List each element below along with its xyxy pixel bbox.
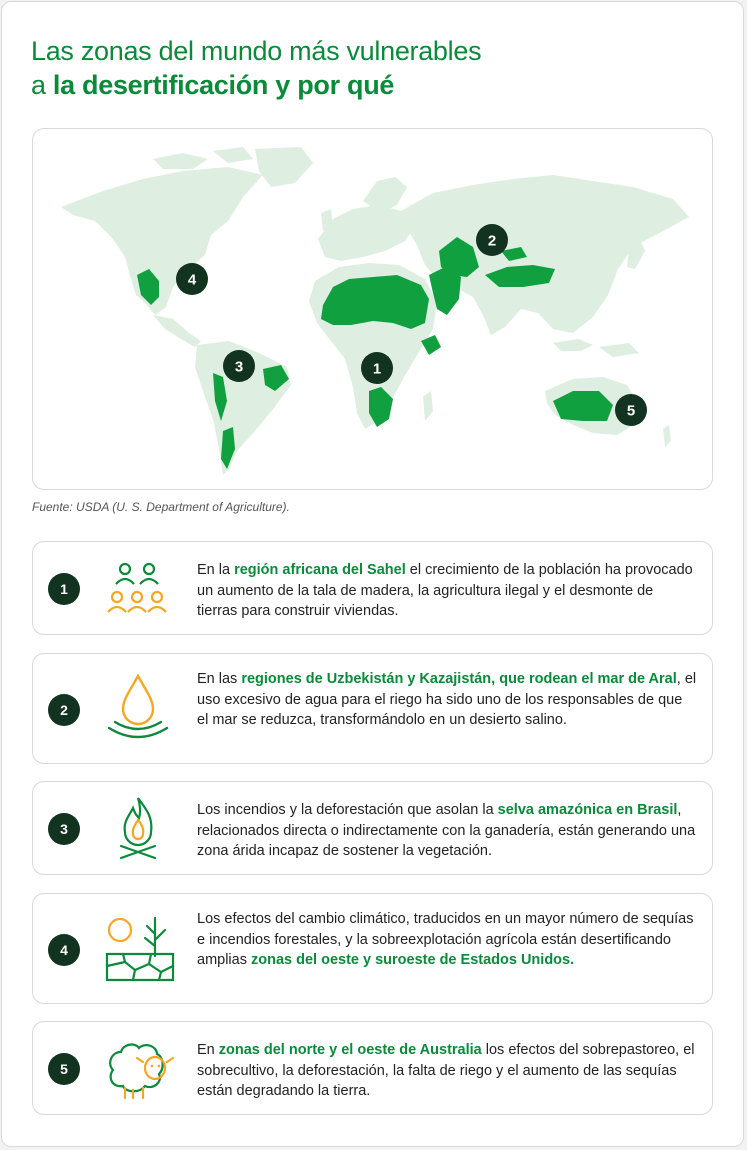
- description-text: el crecimiento de la población ha provocado un aumento de la tala de madera, la agricultura ilegal y el desmonte de tierras para construir viviendas.: [197, 562, 693, 619]
- title-line-1: Las zonas del mundo más vulnerables: [31, 36, 482, 66]
- description-text: , relacionados directa o indirectamente con la ganadería, están generando una zona árida incapaz de sostener la vegetación.: [197, 802, 696, 859]
- description-text: En la: [197, 562, 235, 578]
- map-marker-5: [615, 394, 647, 426]
- zone-card-1: [32, 541, 713, 635]
- zone-description: [197, 560, 697, 622]
- zone-card-5: [32, 1021, 713, 1115]
- description-text: , el uso excesivo de agua para el riego ha sido uno de los responsables de que el mar se reduzca, transformándolo en un desierto salino.: [197, 671, 697, 728]
- highlighted-region: selva amazónica en Brasil: [497, 802, 678, 818]
- title-prefix: a: [31, 70, 53, 100]
- sheep-icon: [105, 1038, 171, 1104]
- highlighted-region: zonas del oeste y suroeste de Estados Unidos.: [251, 952, 575, 968]
- map-marker-3-label: 3: [234, 358, 244, 376]
- description-text: En las: [197, 671, 242, 687]
- page-title: [31, 34, 691, 102]
- zone-card-4: [32, 893, 713, 1004]
- zone-number-badge: 1: [48, 573, 80, 605]
- zone-number-badge: 3: [48, 813, 80, 845]
- description-text: En: [197, 1042, 219, 1058]
- zone-number-badge: 2: [48, 694, 80, 726]
- map-marker-1-label: 1: [372, 360, 382, 378]
- description-text: los efectos del sobrepastoreo, el sobrecultivo, la deforestación, la falta de riego y el aumento de las sequías están degradando la tierra.: [197, 1042, 695, 1099]
- drought-icon: [105, 914, 171, 980]
- zone-card-3: [32, 781, 713, 875]
- zone-number-badge: 5: [48, 1053, 80, 1085]
- world-map-graphic: [33, 129, 713, 490]
- zone-card-2: [32, 653, 713, 764]
- highlighted-region: región africana del Sahel: [234, 562, 406, 578]
- water-drop-icon: [105, 672, 171, 738]
- people-group-icon: [105, 556, 171, 622]
- map-marker-4-label: 4: [187, 271, 197, 289]
- map-marker-2: [476, 224, 508, 256]
- map-marker-4: [176, 263, 208, 295]
- map-marker-3: [223, 350, 255, 382]
- campfire-icon: [105, 794, 171, 860]
- highlighted-region: regiones de Uzbekistán y Kazajistán, que rodean el mar de Aral: [241, 671, 677, 687]
- zone-description: [197, 800, 697, 862]
- zone-description: [197, 1040, 697, 1102]
- map-marker-5-label: 5: [626, 402, 636, 420]
- description-text: Los efectos del cambio climático, traducidos en un mayor número de sequías e incendios forestales, y la sobreexplotación agrícola están desertificando amplias: [197, 911, 694, 968]
- zone-description: [197, 909, 697, 971]
- description-text: Los incendios y la deforestación que asolan la: [197, 802, 498, 818]
- map-marker-2-label: 2: [487, 232, 497, 250]
- map-marker-1: [361, 352, 393, 384]
- zone-number-badge: 4: [48, 934, 80, 966]
- world-map: [32, 128, 713, 490]
- zone-description: [197, 669, 697, 731]
- title-line-2: [31, 68, 691, 102]
- source-note: Fuente: USDA (U. S. Department of Agriculture).: [32, 500, 290, 514]
- title-highlight: la desertificación y por qué: [52, 70, 395, 100]
- highlighted-region: zonas del norte y el oeste de Australia: [218, 1042, 482, 1058]
